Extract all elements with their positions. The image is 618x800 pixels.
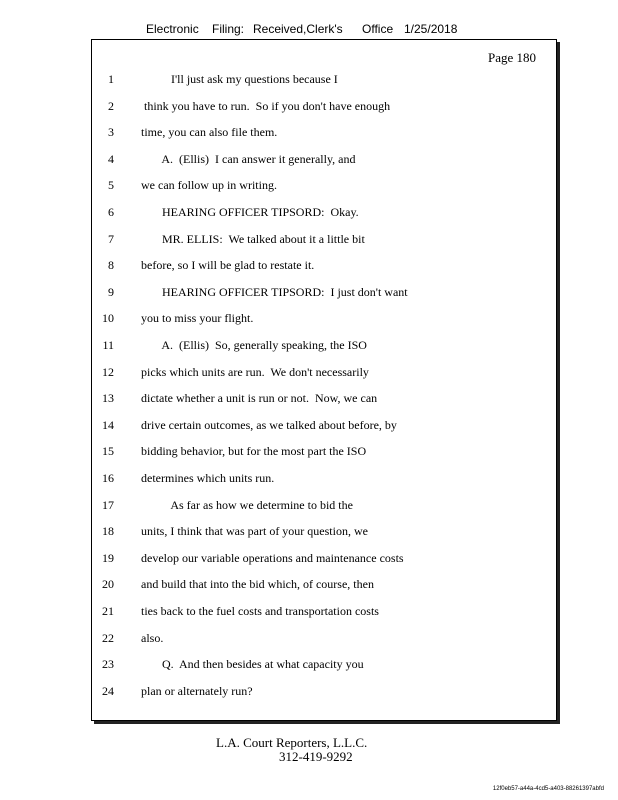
- line-text: As far as how we determine to bid the: [141, 497, 353, 512]
- line-text: plan or alternately run?: [141, 683, 253, 698]
- line-number: 2: [108, 98, 114, 113]
- line-text: also.: [141, 630, 164, 645]
- line-number: 12: [102, 364, 114, 379]
- line-number: 19: [102, 550, 114, 565]
- line-text: drive certain outcomes, as we talked about before, by: [141, 417, 397, 432]
- line-text: we can follow up in writing.: [141, 178, 277, 193]
- line-number: 15: [102, 444, 114, 459]
- line-text: A. (Ellis) So, generally speaking, the ISO: [141, 338, 367, 352]
- line-text: HEARING OFFICER TIPSORD: I just don't want: [141, 284, 408, 299]
- line-number: 5: [108, 178, 114, 193]
- line-text: ties back to the fuel costs and transportation costs: [141, 604, 379, 618]
- line-text: determines which units run.: [141, 471, 275, 485]
- stamp-word-office: Office: [362, 22, 394, 36]
- line-number: 22: [102, 630, 114, 645]
- line-number: 6: [108, 205, 114, 219]
- line-number: 7: [108, 231, 114, 246]
- line-text: think you have to run. So if you don't have enough: [141, 98, 391, 113]
- line-number: 10: [102, 311, 114, 326]
- reporter-company: L.A. Court Reporters, L.L.C.: [216, 735, 368, 750]
- line-text: A. (Ellis) I can answer it generally, and: [141, 151, 356, 166]
- stamp-word-filing: Filing:: [212, 22, 245, 36]
- line-number: 1: [108, 72, 114, 86]
- line-text: Q. And then besides at what capacity you: [141, 657, 364, 672]
- stamp-word-electronic: Electronic: [146, 22, 199, 36]
- stamp-date: 1/25/2018: [404, 22, 458, 36]
- line-text: and build that into the bid which, of course, then: [141, 577, 374, 592]
- line-number: 17: [102, 497, 114, 512]
- line-number: 23: [102, 657, 114, 672]
- line-text: I'll just ask my questions because I: [141, 72, 338, 86]
- line-number: 4: [108, 151, 114, 166]
- page-number: Page 180: [487, 50, 536, 65]
- line-text: units, I think that was part of your question, we: [141, 524, 368, 539]
- line-number: 18: [102, 524, 114, 539]
- line-text: develop our variable operations and maintenance costs: [141, 550, 404, 565]
- line-text: HEARING OFFICER TIPSORD: Okay.: [141, 205, 359, 219]
- reporter-phone: 312-419-9292: [279, 749, 353, 764]
- stamp-word-received: Received,Clerk's: [253, 22, 343, 36]
- document-id: 12f0eb57-a44a-4cd5-a403-88261397abfd: [492, 786, 604, 792]
- line-number: 20: [102, 577, 114, 592]
- line-number: 11: [102, 338, 114, 352]
- line-number: 21: [102, 604, 114, 618]
- transcript-page: [91, 39, 557, 721]
- line-number: 13: [102, 391, 114, 406]
- line-number: 14: [102, 417, 114, 432]
- line-text: bidding behavior, but for the most part the ISO: [141, 444, 367, 459]
- line-number: 9: [108, 284, 114, 299]
- line-number: 24: [102, 683, 114, 698]
- line-text: time, you can also file them.: [141, 125, 278, 140]
- line-text: dictate whether a unit is run or not. Now, we can: [141, 391, 378, 406]
- line-text: picks which units are run. We don't necessarily: [141, 364, 369, 379]
- line-text: MR. ELLIS: We talked about it a little bit: [141, 231, 365, 246]
- line-text: you to miss your flight.: [141, 311, 254, 326]
- line-number: 8: [108, 258, 114, 273]
- line-number: 16: [102, 471, 114, 485]
- line-number: 3: [108, 125, 114, 140]
- line-text: before, so I will be glad to restate it.: [141, 258, 315, 273]
